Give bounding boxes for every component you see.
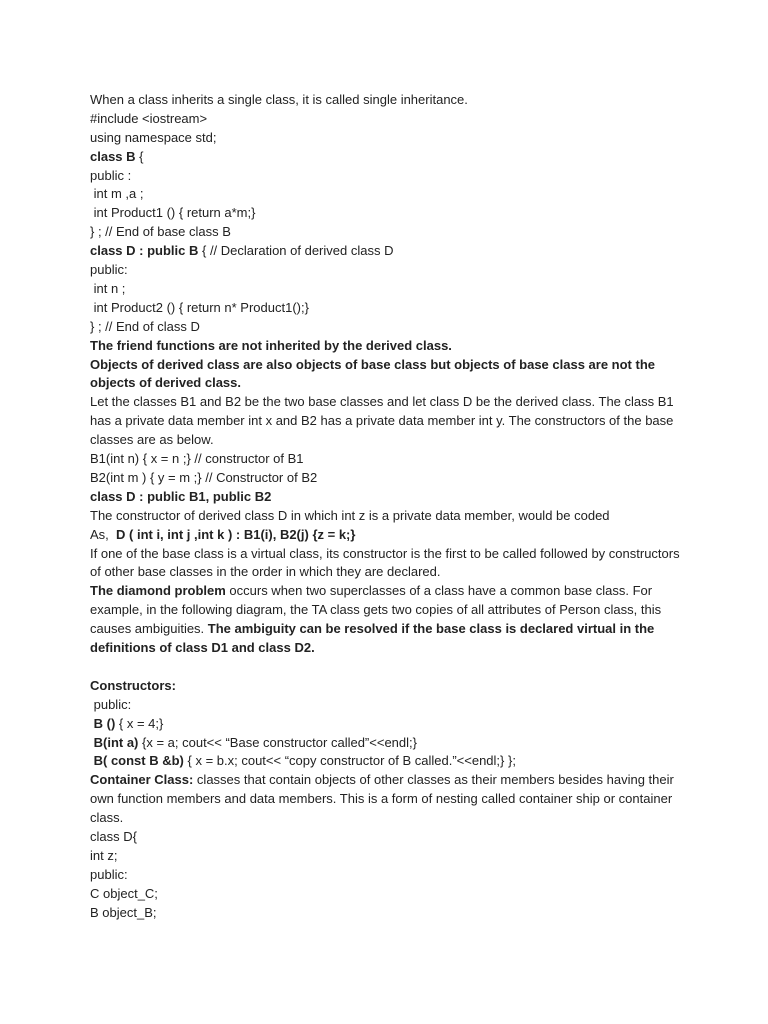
code-line: public: — [90, 262, 128, 278]
code-line: int Product2 () { return n* Product1();} — [90, 299, 309, 315]
code-line — [90, 715, 690, 734]
code-line — [90, 752, 690, 771]
code-keyword: class D : public B — [90, 243, 199, 259]
diamond-paragraph — [90, 582, 690, 658]
class-d-declaration: class D : public B1, public B2 — [90, 488, 272, 504]
code-line: class D{ — [90, 829, 137, 844]
code-line: int z; — [90, 847, 118, 863]
code-line: using namespace std; — [90, 129, 217, 145]
code-line: B object_B; — [90, 904, 157, 920]
constructors-heading: Constructors: — [90, 677, 176, 693]
code-keyword: B( const B &b) — [90, 753, 184, 769]
friend-note: The friend functions are not inherited by the derived class. — [90, 337, 452, 353]
diamond-text: occurs when two superclasses of a class have a common base class. For example, in the following diagram, the TA class gets two copies of all attributes of Person class, this causes ambiguities. — [90, 583, 662, 637]
code-line: public : — [90, 167, 132, 183]
code-text: { x = 4;} — [115, 715, 164, 731]
code-line: int m ,a ; — [90, 186, 144, 202]
b2-constructor: B2(int m ) { y = m ;} // Constructor of B2 — [90, 469, 318, 485]
objects-note: Objects of derived class are also objects of base class but objects of base class are not the objects of derived class. — [90, 356, 655, 391]
code-text: { — [135, 148, 144, 164]
code-line — [90, 148, 690, 167]
container-heading: Container Class: — [90, 772, 194, 788]
as-prefix: As, — [90, 526, 117, 542]
code-text: { x = b.x; cout<< “copy constructor of B called.”<<endl;} }; — [183, 753, 516, 769]
container-text: classes that contain objects of other classes as their members besides having their own function members and data members. This is a form of nesting called container ship or container class. — [90, 772, 674, 826]
code-line — [90, 734, 690, 753]
code-keyword: class B — [90, 148, 136, 164]
code-keyword: B(int a) — [90, 734, 139, 750]
code-line: int n ; — [90, 280, 126, 296]
derived-constructor-text: The constructor of derived class D in which int z is a private data member, would be coded — [90, 507, 610, 523]
code-line: #include <iostream> — [90, 110, 208, 126]
virtual-paragraph: If one of the base class is a virtual class, its constructor is the first to be called followed by constructors of other base classes in the order in which they are declared. — [90, 545, 680, 580]
spacer — [90, 658, 690, 677]
code-line: public: — [90, 696, 132, 712]
document-body — [90, 91, 690, 922]
b1-constructor: B1(int n) { x = n ;} // constructor of B1 — [90, 451, 304, 467]
code-line — [90, 242, 690, 261]
intro-text: When a class inherits a single class, it is called single inheritance. — [90, 92, 468, 107]
code-line: C object_C; — [90, 885, 158, 901]
as-line — [90, 526, 690, 545]
container-paragraph — [90, 771, 690, 828]
code-text: { // Declaration of derived class D — [198, 243, 394, 259]
code-text: {x = a; cout<< “Base constructor called”<<endl;} — [138, 734, 417, 750]
as-code: D ( int i, int j ,int k ) : B1(i), B2(j) {z = k;} — [116, 526, 356, 542]
diamond-heading: The diamond problem — [90, 583, 226, 599]
code-line: int Product1 () { return a*m;} — [90, 205, 256, 221]
code-line: } ; // End of base class B — [90, 224, 231, 240]
code-line: } ; // End of class D — [90, 318, 200, 334]
diamond-resolution: The ambiguity can be resolved if the base class is declared virtual in the definitions of class D1 and class D2. — [90, 621, 655, 656]
multiple-inheritance-paragraph: Let the classes B1 and B2 be the two base classes and let class D be the derived class. The class B1 has a private data member int x and B2 has a private data member int y. The constructors of the base classes are as below. — [90, 394, 674, 448]
code-keyword: B () — [90, 715, 116, 731]
code-line: public: — [90, 866, 128, 882]
